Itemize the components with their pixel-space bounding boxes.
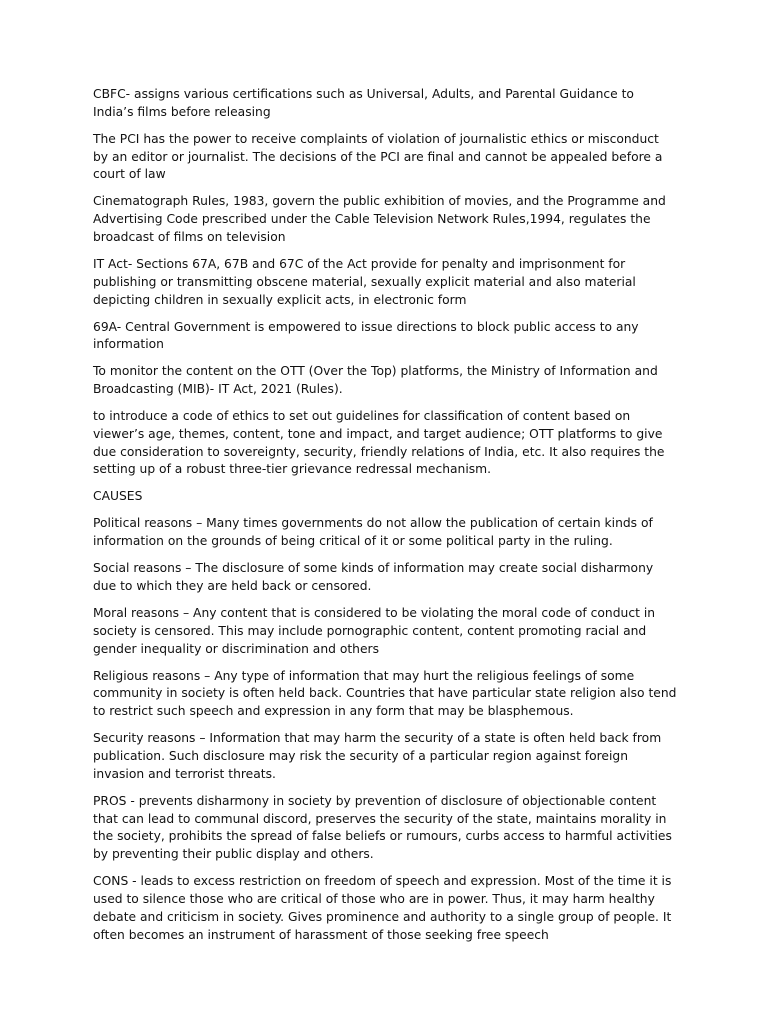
paragraph-cbfc: CBFC- assigns various certifications such as Universal, Adults, and Parental Guidance to India’s films before releasing	[93, 87, 634, 119]
paragraph-social-reasons: Social reasons – The disclosure of some kinds of information may create social disharmony due to which they are held back or censored.	[93, 561, 654, 594]
paragraph-ott-monitoring: To monitor the content on the OTT (Over the Top) platforms, the Ministry of Information and Broadcasting (MIB)- IT Act, 2021 (Rules).	[93, 364, 658, 397]
paragraph-it-act: IT Act- Sections 67A, 67B and 67C of the Act provide for penalty and imprisonment for publishing or transmitting obscene material, sexually explicit material and also material depicting children in sexually explicit acts, in electronic form	[93, 256, 636, 307]
paragraph-moral-reasons: Moral reasons – Any content that is considered to be violating the moral code of conduct in society is censored. This may include pornographic content, content promoting racial and gender inequality or discrimination and others	[93, 606, 656, 656]
paragraph-code-of-ethics: to introduce a code of ethics to set out guidelines for classification of content based on viewer’s age, themes, content, tone and impact, and target audience; OTT platforms to give due consideration to sovereignty, security, friendly relations of India, etc. It also requires the setting up of a robust three-tier grievance redressal mechanism.	[93, 409, 665, 477]
paragraph-religious-reasons: Religious reasons – Any type of information that may hurt the religious feelings of some community in society is often held back. Countries that have particular state religion also tend to restrict such speech and expression in any form that may be blasphemous.	[93, 668, 677, 719]
section-heading-causes: CAUSES	[93, 489, 143, 504]
paragraph-political-reasons: Political reasons – Many times governments do not allow the publication of certain kinds of information on the grounds of being critical of it or some political party in the ruling.	[93, 516, 653, 549]
paragraph-pros: PROS - prevents disharmony in society by prevention of disclosure of objectionable content that can lead to communal discord, preserves the security of the state, maintains morality in the society, prohibits the spread of false beliefs or rumours, curbs access to harmful activities by preventing their public display and others.	[93, 793, 672, 862]
paragraph-pci: The PCI has the power to receive complaints of violation of journalistic ethics or misconduct by an editor or journalist. The decisions of the PCI are final and cannot be appealed before a court of law	[93, 131, 663, 182]
paragraph-security-reasons: Security reasons – Information that may harm the security of a state is often held back from publication. Such disclosure may risk the security of a particular region against foreign invasion and terrorist threats.	[93, 731, 662, 781]
paragraph-cinematograph-rules: Cinematograph Rules, 1983, govern the public exhibition of movies, and the Programme and Advertising Code prescribed under the Cable Television Network Rules,1994, regulates the broadcast of films on television	[93, 194, 666, 244]
document-page	[93, 86, 677, 953]
paragraph-cons: CONS - leads to excess restriction on freedom of speech and expression. Most of the time it is used to silence those who are critical of those who are in power. Thus, it may harm healthy debate and criticism in society. Gives prominence and authority to a single group of people. It often becomes an instrument of harassment of those seeking free speech	[93, 874, 672, 942]
paragraph-69a: 69A- Central Government is empowered to issue directions to block public access to any information	[93, 319, 639, 352]
